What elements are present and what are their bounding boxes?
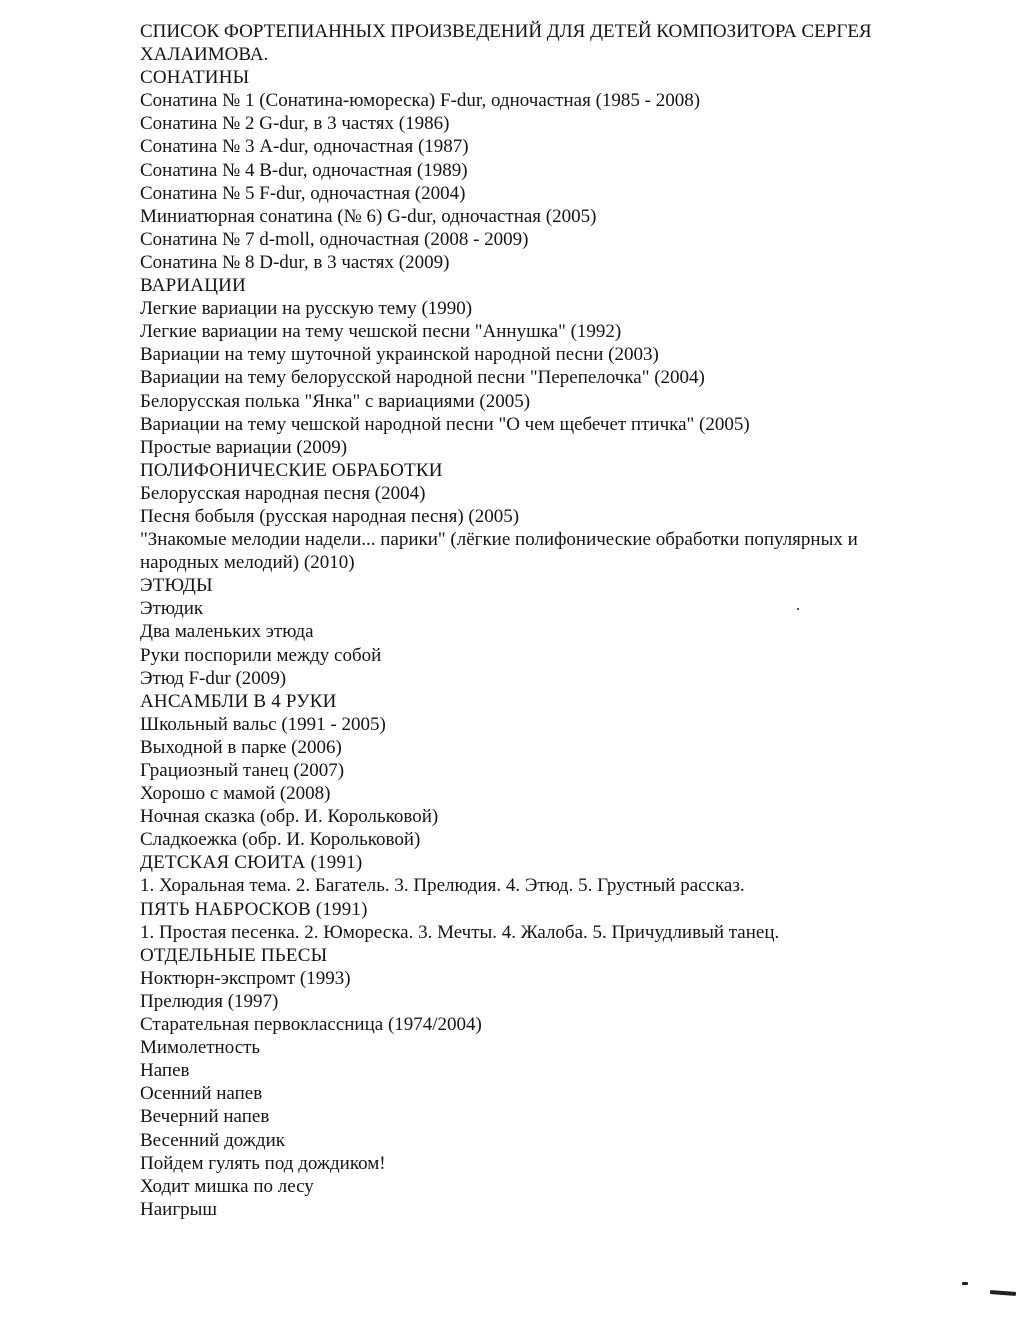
list-item: Вариации на тему белорусской народной песни "Перепелочка" (2004): [140, 367, 705, 389]
list-item: Сонатина № 7 d-moll, одночастная (2008 - 2009): [140, 228, 529, 250]
section-heading: ДЕТСКАЯ СЮИТА (1991): [140, 852, 363, 874]
section-variations: [140, 274, 930, 459]
list-item: Легкие вариации на русскую тему (1990): [140, 298, 473, 320]
section-childrens-suite: [140, 851, 930, 897]
list-item: Вариации на тему шуточной украинской народной песни (2003): [140, 344, 659, 366]
list-item: народных мелодий) (2010): [140, 552, 355, 574]
list-item: Легкие вариации на тему чешской песни "Аннушка" (1992): [140, 321, 622, 343]
section-heading: ПОЛИФОНИЧЕСКИЕ ОБРАБОТКИ: [140, 459, 443, 481]
list-item: Напев: [140, 1060, 190, 1082]
list-item: Школьный вальс (1991 - 2005): [140, 713, 386, 735]
section-heading: ЭТЮДЫ: [140, 575, 213, 597]
section-polyphonic-arrangements: [140, 459, 930, 574]
list-item: Грациозный танец (2007): [140, 760, 345, 781]
list-item: Выходной в парке (2006): [140, 736, 342, 758]
list-item: Сонатина № 5 F-dur, одночастная (2004): [140, 182, 466, 204]
list-item: Хорошо с мамой (2008): [140, 783, 331, 805]
document-page: [140, 20, 930, 1221]
list-item: Старательная первоклассница (1974/2004): [140, 1014, 482, 1036]
list-item: Песня бобыля (русская народная песня) (2005): [140, 505, 520, 527]
list-item: "Знакомые мелодии надели... парики" (лёгкие полифонические обработки популярных и: [140, 529, 858, 551]
section-five-sketches: [140, 898, 930, 944]
list-item: Простые вариации (2009): [140, 436, 348, 458]
list-item: Сонатина № 8 D-dur, в 3 частях (2009): [140, 251, 450, 273]
list-item: Наигрыш: [140, 1198, 218, 1220]
list-item: Руки поспорили между собой: [140, 644, 382, 666]
list-item: Ночная сказка (обр. И. Корольковой): [140, 806, 439, 828]
list-item: Сонатина № 4 B-dur, одночастная (1989): [140, 159, 468, 181]
section-heading: ВАРИАЦИИ: [140, 275, 246, 297]
list-item: Сладкоежка (обр. И. Корольковой): [140, 829, 421, 851]
list-item: Ноктюрн-экспромт (1993): [140, 967, 351, 989]
list-item: Этюд F-dur (2009): [140, 667, 287, 689]
list-item: Прелюдия (1997): [140, 990, 279, 1012]
section-heading: АНСАМБЛИ В 4 РУКИ: [140, 690, 337, 712]
list-item: Сонатина № 3 A-dur, одночастная (1987): [140, 136, 469, 158]
document-title: СПИСОК ФОРТЕПИАННЫХ ПРОИЗВЕДЕНИЙ ДЛЯ ДЕТЕЙ КОМПОЗИТОРА СЕРГЕЯ ХАЛАИМОВА.: [140, 21, 872, 66]
section-heading: ОТДЕЛЬНЫЕ ПЬЕСЫ: [140, 944, 328, 966]
list-item: Белорусская полька "Янка" с вариациями (2005): [140, 390, 531, 412]
list-item: Два маленьких этюда: [140, 621, 314, 643]
list-item: 1. Простая песенка. 2. Юмореска. 3. Мечты. 4. Жалоба. 5. Причудливый танец.: [140, 921, 780, 943]
list-item: Сонатина № 2 G-dur, в 3 частях (1986): [140, 113, 450, 135]
section-separate-pieces: [140, 944, 930, 1221]
list-item: Пойдем гулять под дождиком!: [140, 1152, 386, 1174]
list-item: Ходит мишка по лесу: [140, 1175, 314, 1197]
section-heading: СОНАТИНЫ: [140, 67, 250, 89]
list-item: Осенний напев: [140, 1083, 263, 1105]
list-item: Белорусская народная песня (2004): [140, 482, 426, 504]
list-item: Этюдик: [140, 598, 204, 620]
section-four-hands-ensembles: [140, 690, 930, 852]
section-heading: ПЯТЬ НАБРОСКОВ (1991): [140, 898, 368, 920]
list-item: 1. Хоральная тема. 2. Багатель. 3. Прелюдия. 4. Этюд. 5. Грустный рассказ.: [140, 875, 745, 897]
list-item: Мимолетность: [140, 1037, 261, 1059]
list-item: Сонатина № 1 (Сонатина-юмореска) F-dur, одночастная (1985 - 2008): [140, 90, 701, 112]
list-item: Вечерний напев: [140, 1106, 270, 1128]
section-sonatinas: [140, 66, 930, 274]
scan-mark: [990, 1290, 1016, 1296]
scan-speck: [797, 608, 799, 610]
list-item: Миниатюрная сонатина (№ 6) G-dur, одночастная (2005): [140, 205, 597, 227]
list-item: Весенний дождик: [140, 1129, 285, 1151]
list-item: Вариации на тему чешской народной песни "О чем щебечет птичка" (2005): [140, 413, 750, 435]
section-etudes: [140, 574, 930, 689]
scan-speck: [962, 1282, 968, 1285]
